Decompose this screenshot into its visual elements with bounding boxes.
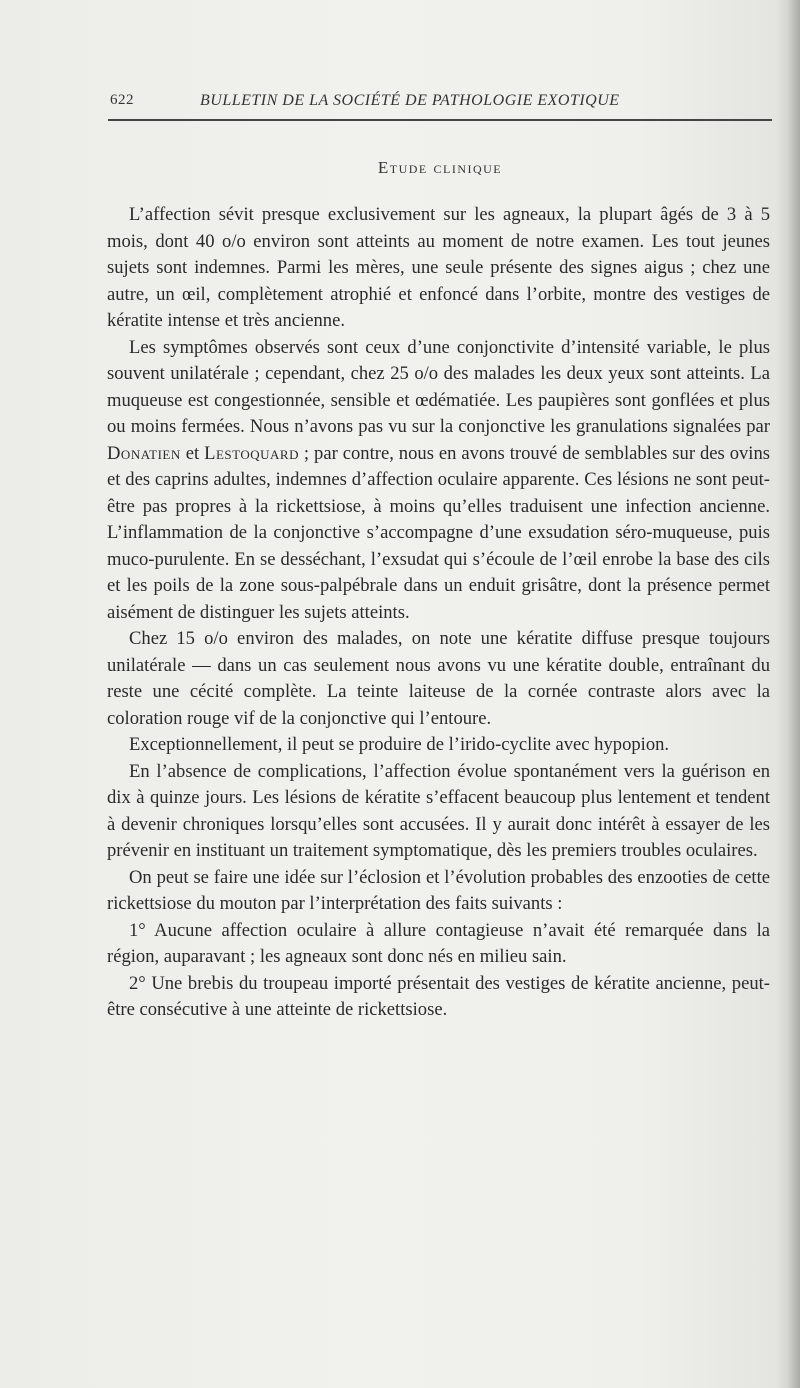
page-header — [110, 90, 770, 116]
page-number: 622 — [110, 92, 134, 108]
author-name: Donatien — [107, 442, 181, 464]
paragraph: Chez 15 o/o environ des malades, on note une kératite diffuse presque toujours unilatérale — dans un cas seulement nous avons vu une kératite double, entraînant du reste une cécité complète. La teinte laiteuse de la cornée contraste alors avec la coloration rouge vif de la conjonctive qui l’entoure. — [107, 628, 770, 729]
page-edge-shadow — [776, 0, 800, 1388]
paragraph — [107, 335, 770, 627]
article-body — [107, 202, 770, 1024]
header-rule — [108, 119, 772, 121]
numbered-paragraph: 2° Une brebis du troupeau importé présentait des vestiges de kératite ancienne, peut-être consécutive à une atteinte de rickettsiose. — [107, 972, 770, 1020]
paragraph-text: et — [180, 442, 205, 464]
paragraph-text: ; par contre, nous en avons trouvé de semblables sur des ovins et des caprins adultes, indemnes d’affection oculaire apparente. Ces lésions ne sont peut-être pas propres à la rickettsiose, à moins qu’elles traduisent une infection ancienne. L’inflammation de la conjonctive s’accompagne d’une exsudation séro-muqueuse, puis muco-purulente. En se desséchant, l’exsudat qui s’écoule de l’œil enrobe la base des cils et les poils de la zone sous-palpébrale dans un enduit grisâtre, dont la présence permet aisément de distinguer les sujets atteints. — [107, 442, 771, 623]
paragraph: On peut se faire une idée sur l’éclosion et l’évolution probables des enzooties de cette rickettsiose du mouton par l’interprétation des faits suivants : — [107, 866, 770, 914]
paragraph-text: Les symptômes observés sont ceux d’une conjonctivite d’intensité variable, le plus souvent unilatérale ; cependant, chez 25 o/o des malades les deux yeux sont atteints. La muqueuse est congestionnée, sensible et œdématiée. Les paupières sont gonflées et plus ou moins fermées. Nous n’avons pas vu sur la conjonctive les granulations signalées par — [107, 336, 770, 437]
numbered-paragraph: 1° Aucune affection oculaire à allure contagieuse n’avait été remarquée dans la région, auparavant ; les agneaux sont donc nés en milieu sain. — [107, 919, 770, 967]
section-heading: Etude clinique — [377, 158, 503, 177]
paragraph: En l’absence de complications, l’affection évolue spontanément vers la guérison en dix à quinze jours. Les lésions de kératite s’effacent beaucoup plus lentement et tendent à devenir chroniques lorsqu’elles sont accusées. Il y aurait donc intérêt à essayer de les prévenir en instituant un traitement symptomatique, dès les premiers troubles oculaires. — [107, 760, 770, 861]
paragraph: L’affection sévit presque exclusivement sur les agneaux, la plupart âgés de 3 à 5 mois, dont 40 o/o environ sont atteints au moment de notre examen. Les tout jeunes sujets sont indemnes. Parmi les mères, une seule présente des signes aigus ; chez une autre, un œil, complètement atrophié et enfoncé dans l’orbite, montre des vestiges de kératite intense et très ancienne. — [107, 204, 770, 331]
author-name: Lestoquard — [204, 442, 299, 464]
paragraph: Exceptionnellement, il peut se produire de l’irido-cyclite avec hypopion. — [129, 734, 670, 755]
running-title: BULLETIN DE LA SOCIÉTÉ DE PATHOLOGIE EXOTIQUE — [200, 92, 620, 109]
